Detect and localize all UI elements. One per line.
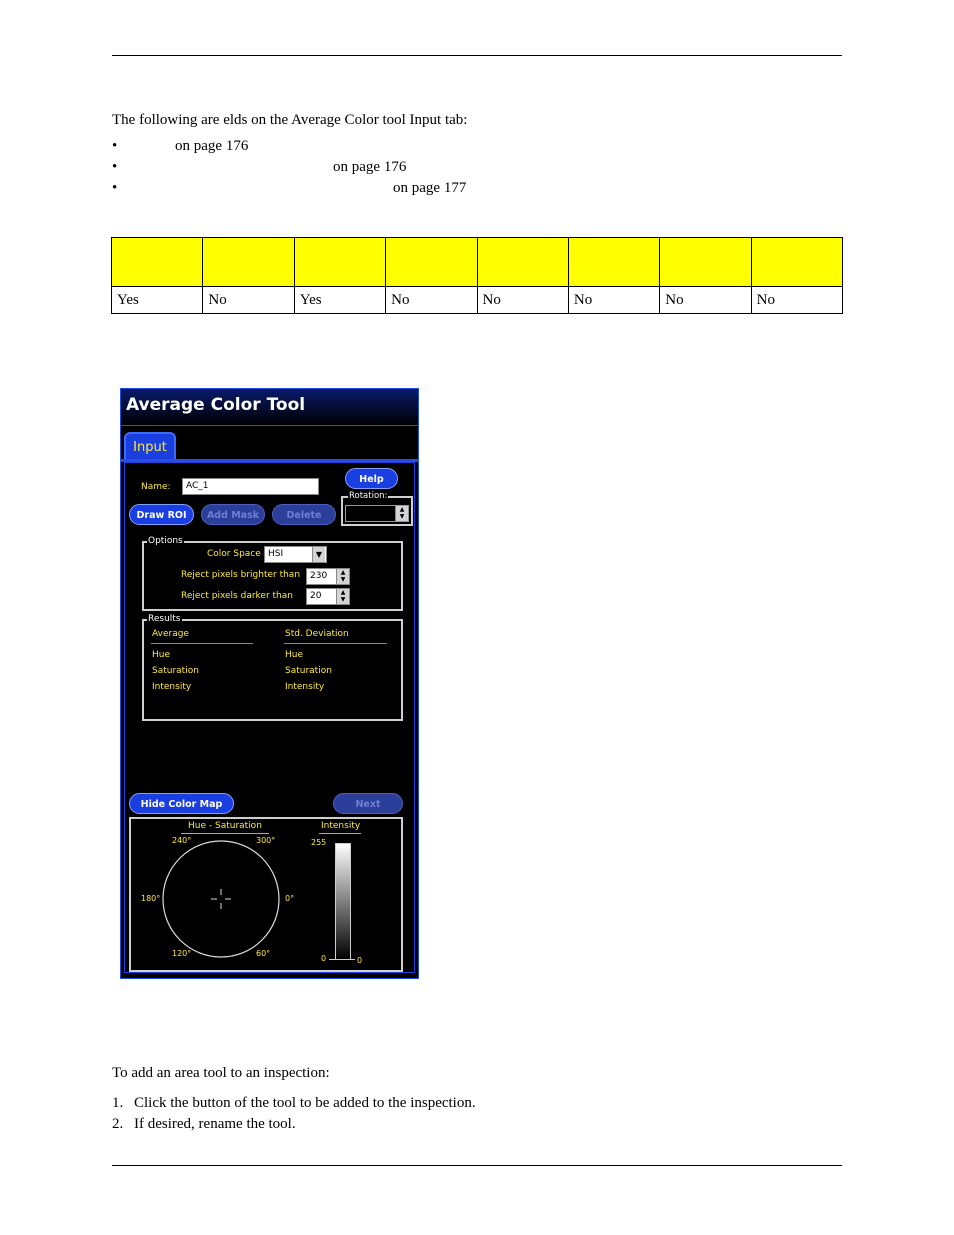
- bullet-symbol: •: [112, 138, 118, 154]
- average-intensity: Intensity: [152, 682, 192, 692]
- table-header-cell: [112, 238, 203, 287]
- reject-brighter-label: Reject pixels brighter than: [181, 570, 301, 580]
- step-item-2: [112, 1115, 296, 1133]
- table-row: [112, 287, 843, 314]
- step-number: 2.: [112, 1116, 124, 1132]
- bullet-symbol: •: [112, 159, 118, 175]
- average-header: Average: [152, 629, 189, 639]
- stddev-saturation: Saturation: [285, 666, 332, 676]
- bullet-symbol: •: [112, 180, 118, 196]
- average-color-tool-window: [120, 388, 419, 979]
- table-header-cell: [203, 238, 294, 287]
- hue-saturation-wheel[interactable]: [161, 839, 281, 959]
- reject-darker-input[interactable]: 20: [306, 588, 350, 605]
- average-saturation: Saturation: [152, 666, 199, 676]
- reject-darker-stepper[interactable]: ▲ ▼: [336, 589, 349, 604]
- rotation-label: Rotation:: [349, 491, 388, 501]
- draw-roi-button[interactable]: Draw ROI: [129, 504, 194, 525]
- intensity-bar[interactable]: [335, 843, 351, 960]
- footer-rule: [112, 1165, 842, 1166]
- table-header-cell: [477, 238, 568, 287]
- reject-brighter-stepper[interactable]: ▲ ▼: [336, 569, 349, 584]
- color-space-select[interactable]: HSI: [264, 546, 327, 563]
- table-header-cell: [568, 238, 659, 287]
- rotation-stepper[interactable]: ▲ ▼: [395, 506, 408, 521]
- tool-title: Average Color Tool: [126, 395, 306, 415]
- intensity-baseline: [329, 959, 355, 960]
- intro-text: The following are elds on the Average Color tool Input tab:: [112, 112, 468, 128]
- hue-saturation-underline: [181, 833, 269, 834]
- name-input[interactable]: AC_1: [182, 478, 319, 495]
- step-item-1: [112, 1094, 476, 1112]
- stddev-header: Std. Deviation: [285, 629, 349, 639]
- header-rule: [112, 55, 842, 56]
- chevron-down-icon[interactable]: ▼: [312, 547, 325, 562]
- table-cell: Yes: [112, 287, 203, 314]
- table-cell: No: [477, 287, 568, 314]
- table-cell: Yes: [294, 287, 385, 314]
- delete-button[interactable]: Delete: [272, 504, 336, 525]
- average-underline: [151, 643, 253, 644]
- step-number: 1.: [112, 1095, 124, 1111]
- table-header-cell: [751, 238, 842, 287]
- angle-300: 300°: [256, 836, 276, 845]
- table-cell: No: [660, 287, 751, 314]
- angle-0: 0°: [285, 894, 295, 903]
- stddev-intensity: Intensity: [285, 682, 325, 692]
- table-cell: No: [568, 287, 659, 314]
- table-header-cell: [386, 238, 477, 287]
- angle-120: 120°: [172, 949, 192, 958]
- angle-60: 60°: [256, 949, 271, 958]
- intensity-underline: [319, 833, 361, 834]
- bullet-text[interactable]: on page 176: [175, 138, 249, 154]
- table-header-row: [112, 238, 843, 287]
- table-cell: No: [203, 287, 294, 314]
- table-header-cell: [294, 238, 385, 287]
- bullet-text[interactable]: on page 177: [393, 180, 467, 196]
- angle-240: 240°: [172, 836, 192, 845]
- crosshair-icon: [211, 889, 231, 909]
- average-hue: Hue: [152, 650, 171, 660]
- help-button[interactable]: Help: [345, 468, 398, 489]
- step-text: If desired, rename the tool.: [134, 1116, 296, 1132]
- intensity-max-label: 255: [311, 838, 327, 847]
- compatibility-table: [111, 237, 843, 314]
- color-space-label: Color Space: [207, 549, 261, 559]
- results-label: Results: [148, 614, 181, 624]
- options-label: Options: [148, 536, 183, 546]
- reject-brighter-input[interactable]: 230: [306, 568, 350, 585]
- intensity-min-right-label: 0: [357, 956, 363, 965]
- intensity-label: Intensity: [321, 821, 361, 831]
- step-text: Click the button of the tool to be added to the inspection.: [134, 1095, 476, 1111]
- stddev-hue: Hue: [285, 650, 304, 660]
- table-header-cell: [660, 238, 751, 287]
- hide-color-map-button[interactable]: Hide Color Map: [129, 793, 234, 814]
- intensity-min-left-label: 0: [321, 954, 327, 963]
- tab-input[interactable]: Input: [124, 432, 176, 459]
- table-cell: No: [386, 287, 477, 314]
- add-mask-button[interactable]: Add Mask: [201, 504, 265, 525]
- reject-darker-label: Reject pixels darker than: [181, 591, 293, 601]
- hue-saturation-label: Hue - Saturation: [188, 821, 262, 831]
- next-button[interactable]: Next: [333, 793, 403, 814]
- name-label: Name:: [141, 482, 171, 492]
- stddev-underline: [284, 643, 387, 644]
- steps-intro: To add an area tool to an inspection:: [112, 1065, 330, 1081]
- bullet-text[interactable]: on page 176: [333, 159, 407, 175]
- table-cell: No: [751, 287, 842, 314]
- angle-180: 180°: [141, 894, 161, 903]
